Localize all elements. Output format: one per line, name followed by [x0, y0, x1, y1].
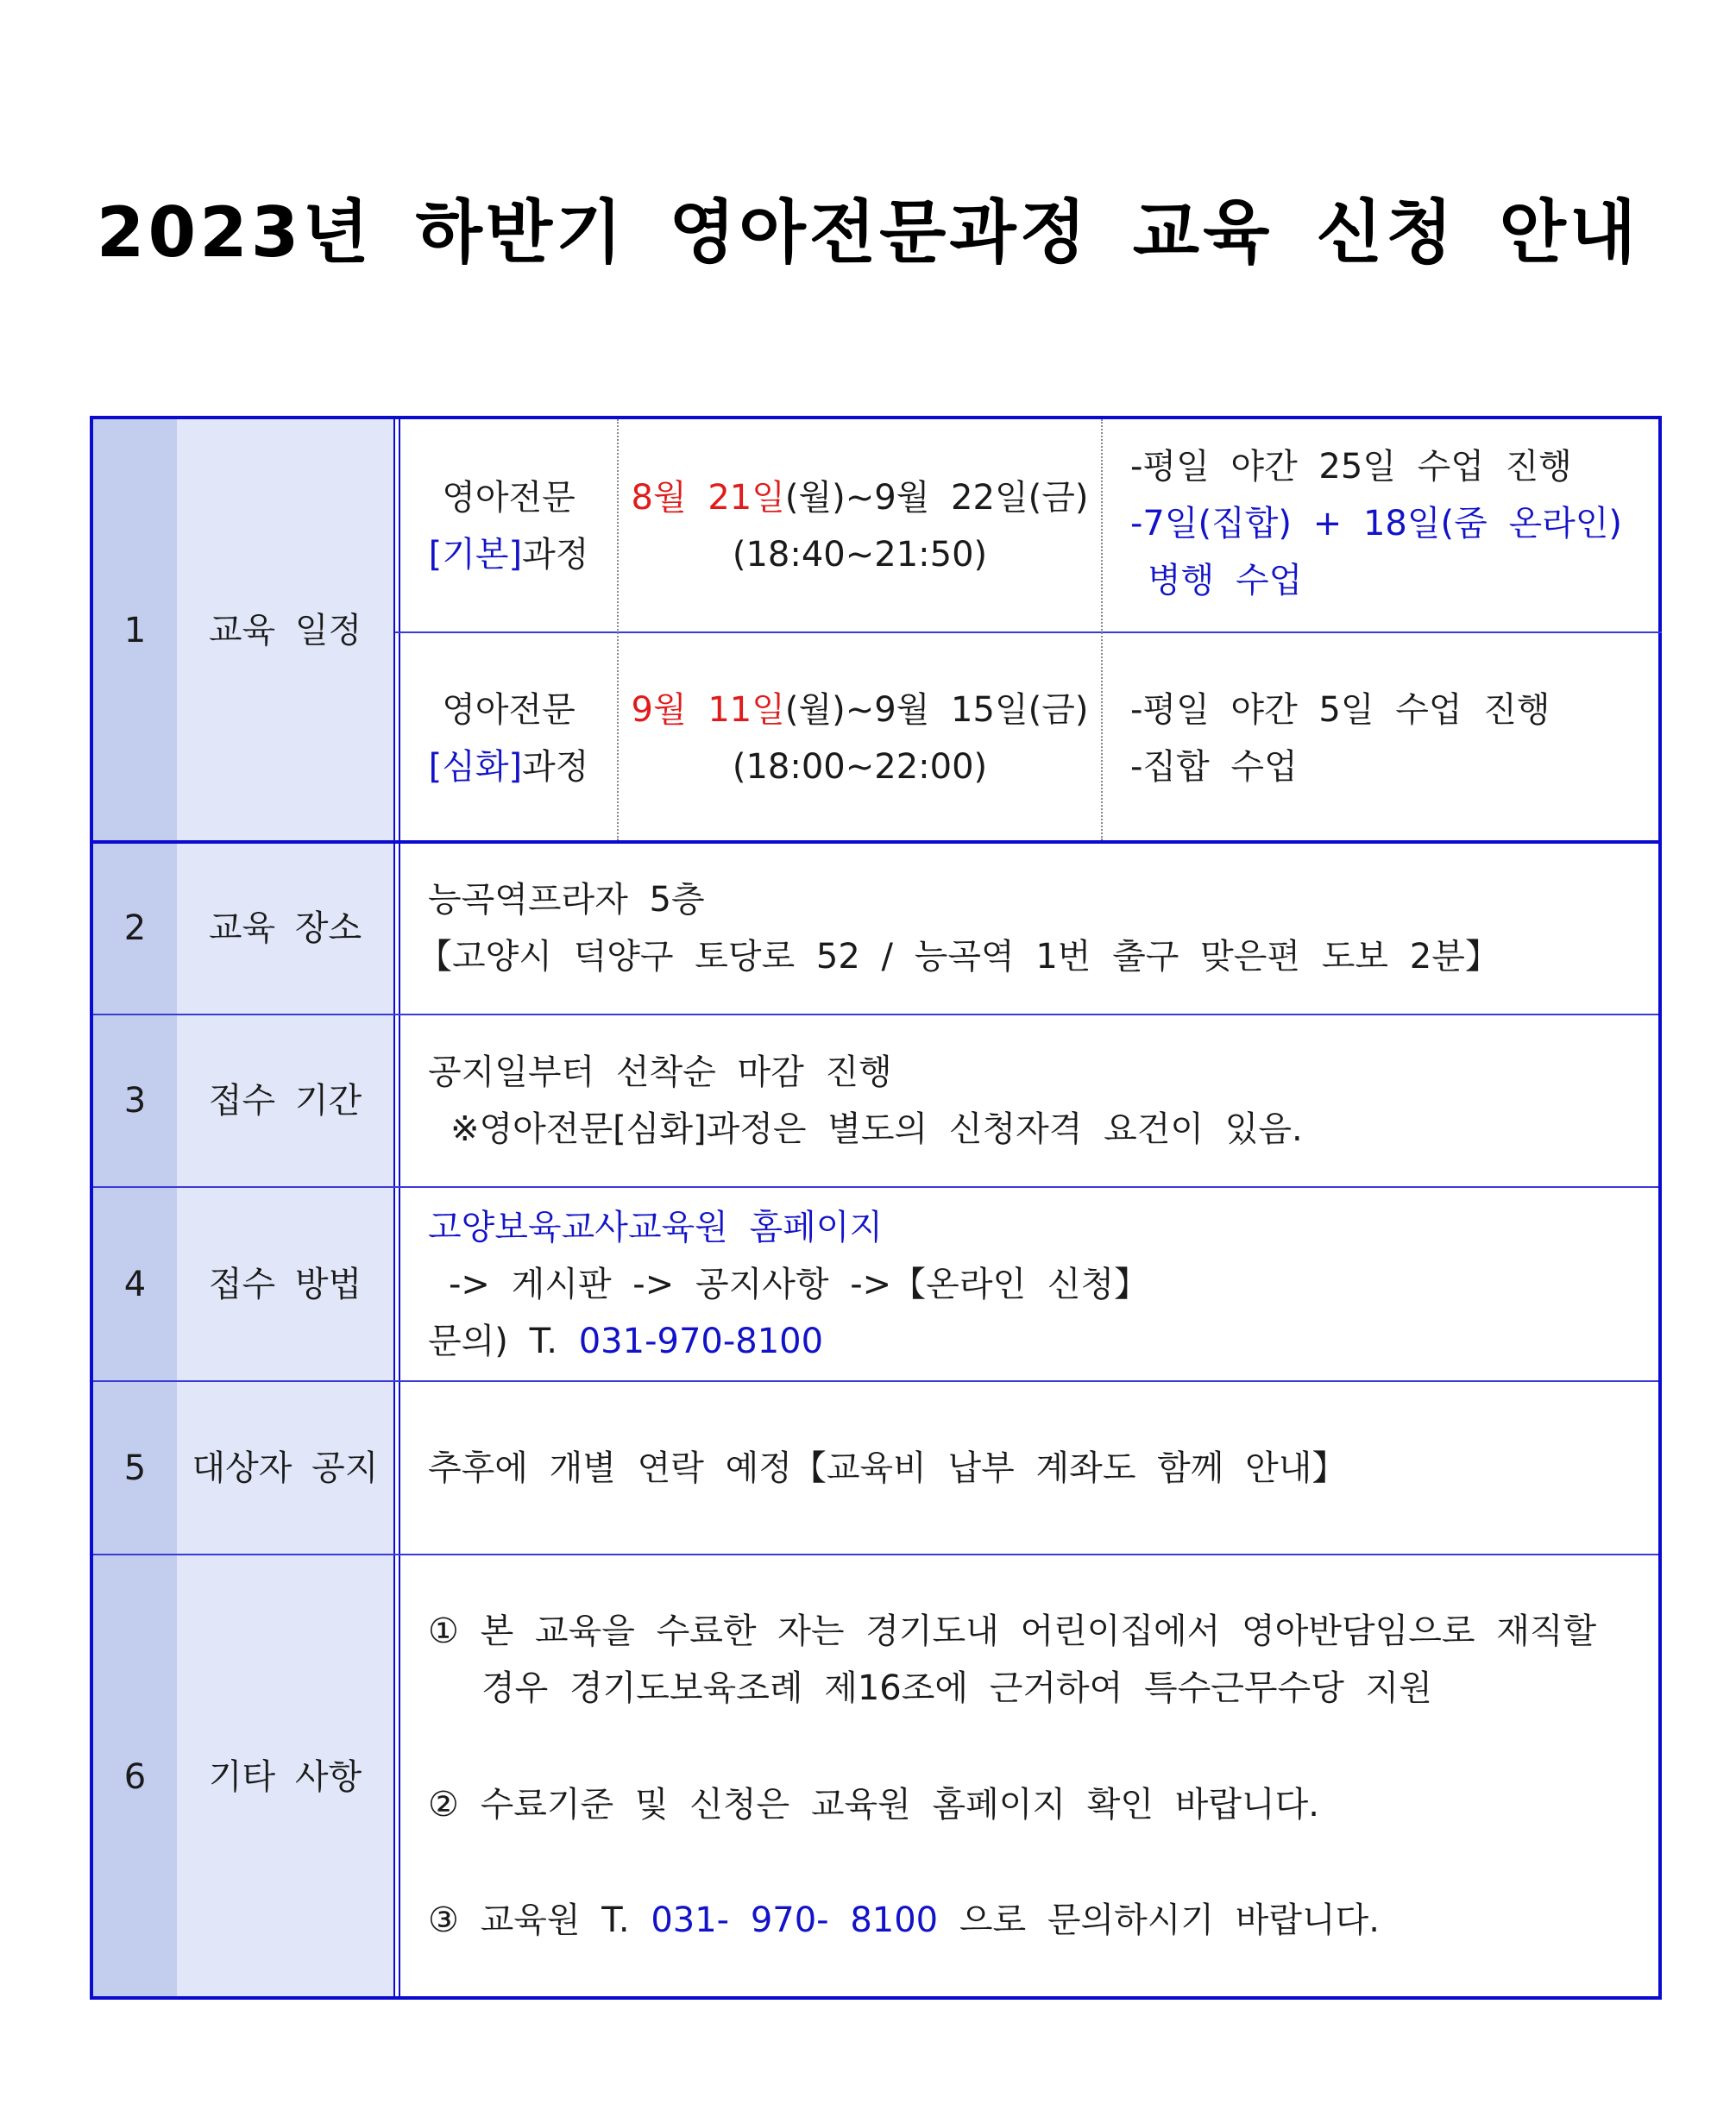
phone-number: 031-970-8100	[578, 1322, 824, 1361]
course-note: -집합 수업	[1130, 747, 1298, 787]
row-label: 접수 방법	[208, 1265, 362, 1304]
course-time: (18:00~22:00)	[732, 747, 988, 787]
row-label: 교육 일정	[208, 611, 362, 650]
divider	[395, 631, 1662, 633]
course-note: -평일 야간 5일 수업 진행	[1130, 690, 1550, 730]
row-label: 기타 사항	[208, 1757, 362, 1797]
course-name: [심화]과정	[428, 747, 589, 787]
page-title: 2023년 하반기 영아전문과정 교육 신청 안내	[96, 192, 1640, 273]
divider	[399, 419, 400, 1996]
course-name: 영아전문	[442, 690, 576, 730]
notice-text: 추후에 개별 연락 예정【교육비 납부 계좌도 함께 안내】	[428, 1448, 1347, 1488]
location-name: 능곡역프라자 5층	[428, 880, 705, 920]
etc-item-3: ③ 교육원 T. 031- 970- 8100 으로 문의하시기 바랍니다.	[428, 1900, 1381, 1940]
row-number: 2	[123, 908, 147, 948]
row-number: 5	[123, 1448, 147, 1488]
etc-item-2: ② 수료기준 및 신청은 교육원 홈페이지 확인 바랍니다.	[428, 1785, 1320, 1825]
etc-item-1: ① 본 교육을 수료한 자는 경기도내 어린이집에서 영아반담임으로 재직할	[428, 1611, 1597, 1651]
row-label: 접수 기간	[208, 1081, 362, 1121]
row-label: 교육 장소	[208, 908, 362, 948]
divider	[93, 840, 1658, 844]
row-number: 4	[123, 1265, 147, 1304]
divider	[93, 1186, 1658, 1188]
divider	[393, 419, 395, 1996]
phone-number: 031- 970- 8100	[651, 1900, 939, 1940]
course-note: 병행 수업	[1148, 561, 1303, 600]
row-label: 대상자 공지	[192, 1448, 379, 1488]
location-address: 【고양시 덕양구 토당로 52 / 능곡역 1번 출구 맞은편 도보 2분】	[418, 937, 1500, 977]
course-time: (18:40~21:50)	[732, 535, 988, 575]
homepage-link[interactable]: 고양보육교사교육원 홈페이지	[428, 1208, 884, 1247]
course-note: -7일(집합) + 18일(줌 온라인)	[1130, 504, 1622, 543]
contact-line: 문의) T. 031-970-8100	[428, 1322, 824, 1361]
row-number: 1	[123, 611, 147, 650]
course-name: 영아전문	[442, 478, 576, 518]
etc-item-1-cont: 경우 경기도보육조례 제16조에 근거하여 특수근무수당 지원	[481, 1668, 1432, 1708]
divider	[1101, 419, 1103, 840]
course-date: 8월 21일(월)~9월 22일(금)	[631, 478, 1089, 518]
divider	[93, 1554, 1658, 1555]
row-number: 3	[123, 1081, 147, 1121]
menu-path: -> 게시판 -> 공지사항 ->【온라인 신청】	[449, 1265, 1149, 1304]
divider	[93, 1014, 1658, 1015]
divider	[93, 1380, 1658, 1382]
course-date: 9월 11일(월)~9월 15일(금)	[631, 690, 1089, 730]
period-text: 공지일부터 선착순 마감 진행	[428, 1052, 892, 1092]
row-number: 6	[123, 1757, 147, 1797]
course-name: [기본]과정	[428, 535, 589, 575]
course-note: -평일 야간 25일 수업 진행	[1130, 447, 1572, 487]
info-table	[90, 416, 1662, 2000]
period-note: ※영아전문[심화]과정은 별도의 신청자격 요건이 있음.	[450, 1109, 1303, 1149]
